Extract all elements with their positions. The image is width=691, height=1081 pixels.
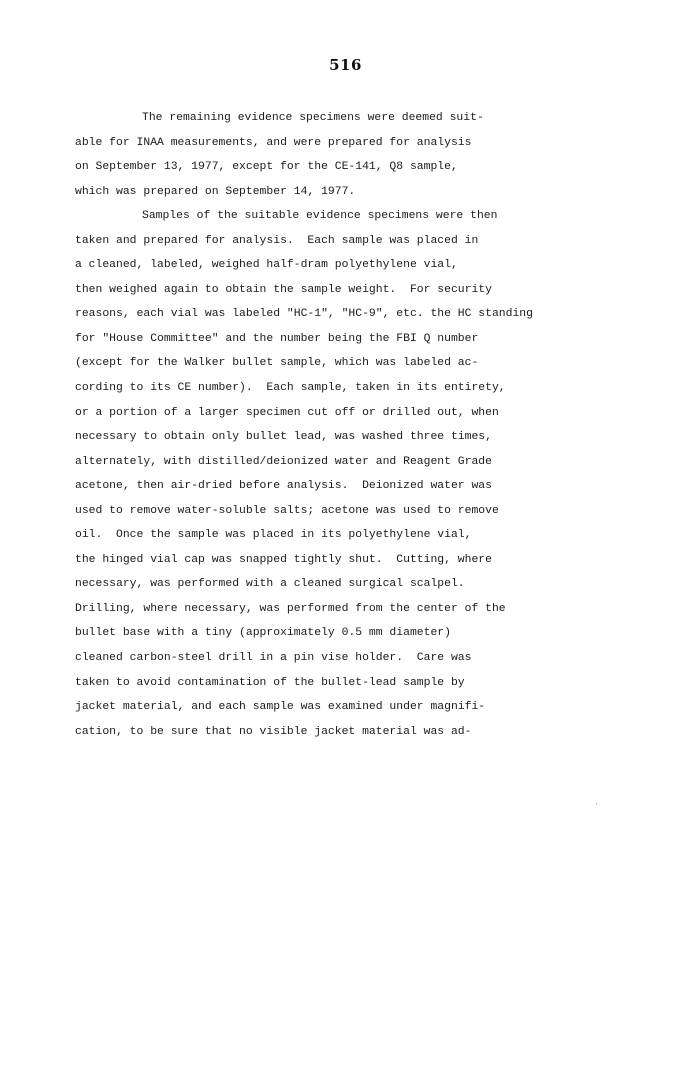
text-line: taken to avoid contamination of the bullet-lead sample by [75,676,465,689]
text-line: acetone, then air-dried before analysis. Deionized water was [75,480,492,493]
text-line: cleaned carbon-steel drill in a pin vise holder. Care was [75,652,472,665]
page-number: 516 [329,56,362,74]
text-line: alternately, with distilled/deionized water and Reagent Grade [75,455,492,468]
text-line: Drilling, where necessary, was performed from the center of the [75,602,506,615]
text-line: oil. Once the sample was placed in its polyethylene vial, [75,529,472,542]
text-line: The remaining evidence specimens were deemed suit- [142,112,484,124]
text-line: which was prepared on September 14, 1977. [75,185,356,198]
text-line: necessary, was performed with a cleaned surgical scalpel. [75,578,465,591]
text-line: a cleaned, labeled, weighed half-dram polyethylene vial, [75,259,458,272]
text-line: cation, to be sure that no visible jacket material was ad- [75,725,472,738]
text-line: able for INAA measurements, and were prepared for analysis [75,136,472,149]
text-line: on September 13, 1977, except for the CE-141, Q8 sample, [75,161,458,174]
text-line: Samples of the suitable evidence specimens were then [142,210,498,223]
text-line: jacket material, and each sample was examined under magnifi- [75,701,486,714]
body-text [75,106,615,744]
text-line: necessary to obtain only bullet lead, was washed three times, [75,431,492,444]
text-line: (except for the Walker bullet sample, which was labeled ac- [75,357,479,370]
text-line: reasons, each vial was labeled "HC-1", "HC-9", etc. the HC standing [75,308,533,321]
text-line: taken and prepared for analysis. Each sample was placed in [75,234,479,247]
text-line: bullet base with a tiny (approximately 0.5 mm diameter) [75,627,451,640]
text-line: for "House Committee" and the number being the FBI Q number [75,332,479,345]
text-line: then weighed again to obtain the sample weight. For security [75,283,492,296]
text-line: used to remove water-soluble salts; acetone was used to remove [75,504,499,517]
scan-speck [596,803,597,804]
text-line: or a portion of a larger specimen cut off or drilled out, when [75,406,499,419]
paragraph-2 [75,204,615,744]
text-line: the hinged vial cap was snapped tightly shut. Cutting, where [75,553,492,566]
text-line: cording to its CE number). Each sample, taken in its entirety, [75,382,506,395]
paragraph-1 [75,106,615,204]
